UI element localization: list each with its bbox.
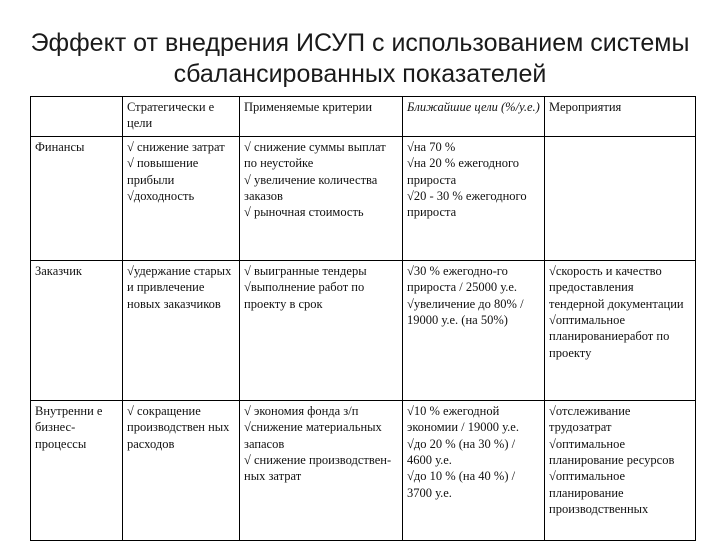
goals-cell bbox=[123, 400, 240, 540]
targets-cell bbox=[403, 260, 545, 400]
row-category-cell: Финансы bbox=[31, 136, 123, 260]
goals-cell bbox=[123, 260, 240, 400]
goals-cell bbox=[123, 136, 240, 260]
actions-cell bbox=[545, 260, 696, 400]
cell-item: √20 - 30 % ежегодного прироста bbox=[407, 189, 527, 220]
table-header-row bbox=[31, 97, 696, 137]
cell-item: √ снижение затрат bbox=[127, 139, 225, 154]
row-category-cell: Внутренни е бизнес-процессы bbox=[31, 400, 123, 540]
cell-item: √удержание старых и привлечение новых заказчиков bbox=[127, 263, 232, 311]
cell-item: √30 % ежегодно-го прироста / 25000 у.е. bbox=[407, 263, 518, 295]
actions-cell bbox=[545, 400, 696, 540]
row-category-cell: Заказчик bbox=[31, 260, 123, 400]
cell-item: √выполнение работ по проекту в срок bbox=[244, 280, 365, 311]
cell-item: √до 20 % (на 30 %) / 4600 у.е. bbox=[407, 436, 516, 468]
header-cell-actions: Мероприятия bbox=[545, 97, 696, 137]
cell-item: √ снижение суммы выплат по неустойке bbox=[244, 139, 386, 171]
table-row bbox=[31, 400, 696, 540]
cell-item: √ сокращение производствен ных расходов bbox=[127, 403, 230, 451]
actions-cell bbox=[545, 136, 696, 260]
header-cell-near-goals: Ближайшие цели (%/у.е.) bbox=[403, 97, 545, 137]
cell-item: √ выигранные тендеры bbox=[244, 263, 367, 278]
cell-item: √снижение материальных запасов bbox=[244, 420, 382, 451]
header-cell-criteria: Применяемые критерии bbox=[240, 97, 403, 137]
criteria-cell bbox=[240, 136, 403, 260]
cell-item: √скорость и качество предоставления тендерной документации bbox=[549, 263, 684, 311]
slide-title-line-2: сбалансированных показателей bbox=[173, 60, 547, 88]
cell-item: √на 20 % ежегодного прироста bbox=[407, 156, 520, 187]
effects-table bbox=[30, 96, 696, 541]
slide-title bbox=[0, 28, 720, 90]
targets-cell bbox=[403, 400, 545, 540]
criteria-cell bbox=[240, 260, 403, 400]
table-row bbox=[31, 136, 696, 260]
cell-item: √оптимальное планирование ресурсов bbox=[549, 436, 675, 468]
cell-item: √увеличение до 80% / 19000 у.е. (на 50%) bbox=[407, 296, 524, 328]
cell-item: √ повышение прибыли bbox=[127, 156, 199, 187]
cell-item: √оптимальное планирование производственных bbox=[549, 469, 649, 517]
table-row bbox=[31, 260, 696, 400]
cell-item: √отслеживание трудозатрат bbox=[549, 403, 631, 435]
cell-item: √на 70 % bbox=[407, 139, 456, 154]
targets-cell bbox=[403, 136, 545, 260]
cell-item: √ рыночная стоимость bbox=[244, 205, 364, 220]
cell-item: √до 10 % (на 40 %) / 3700 у.е. bbox=[407, 469, 516, 500]
cell-item: √ увеличение количества заказов bbox=[244, 172, 378, 204]
cell-item: √ экономия фонда з/п bbox=[244, 403, 359, 418]
cell-item: √доходность bbox=[127, 189, 195, 204]
cell-item: √ снижение производствен-ных затрат bbox=[244, 453, 392, 484]
slide-title-line-1: Эффект от внедрения ИСУП с использованием системы bbox=[30, 29, 690, 57]
criteria-cell bbox=[240, 400, 403, 540]
header-cell-strategic-goals: Стратегически е цели bbox=[123, 97, 240, 137]
cell-item: √10 % ежегодной экономии / 19000 у.е. bbox=[407, 403, 519, 435]
header-cell-category bbox=[31, 97, 123, 137]
cell-item: √оптимальное планированиеработ по проекту bbox=[549, 313, 670, 360]
